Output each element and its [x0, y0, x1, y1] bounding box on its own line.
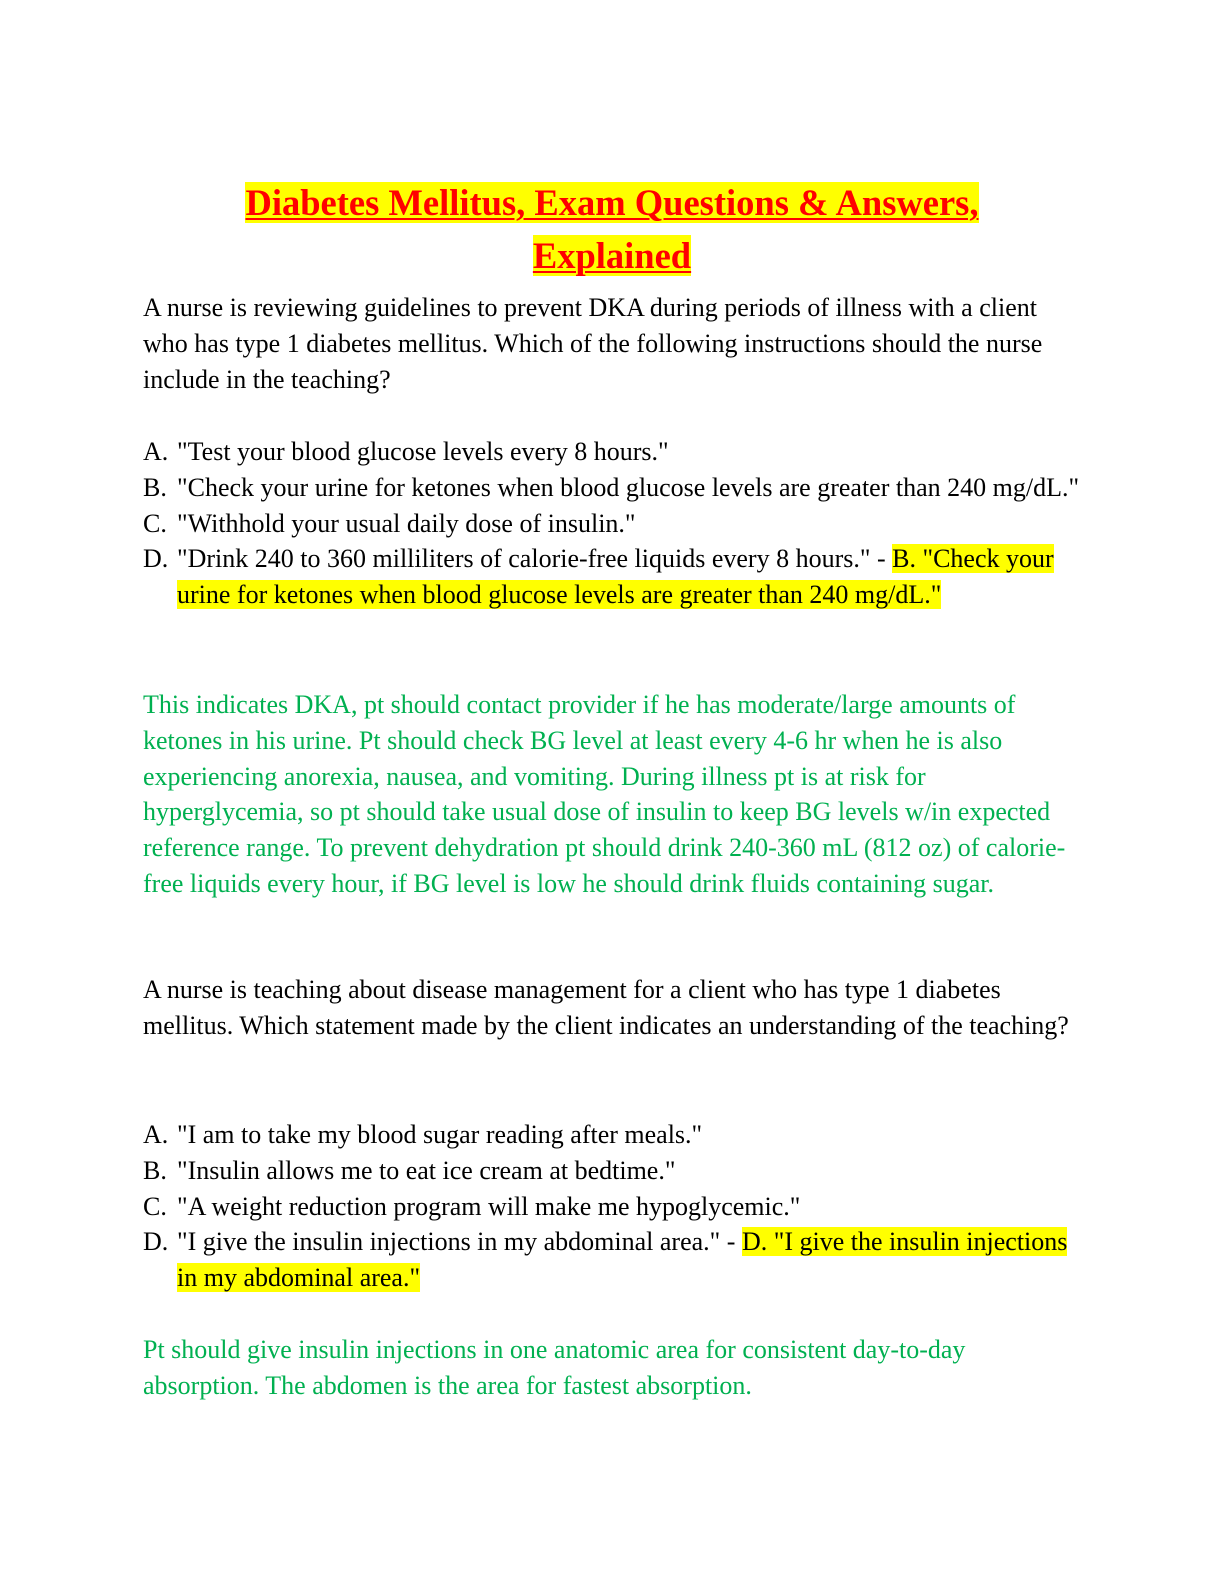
option-text: "Insulin allows me to eat ice cream at bedtime."	[177, 1155, 676, 1185]
q1-answer-highlight: B. "Check your urine for ketones when blood glucose levels are greater than 240 mg/dL."	[177, 544, 1054, 610]
option-letter: D.	[143, 1227, 169, 1257]
q1-option-d	[143, 541, 1083, 613]
question-1-options	[143, 434, 1083, 613]
q2-option-d	[143, 1224, 1083, 1296]
q2-option-b	[143, 1153, 1083, 1189]
document-title	[0, 176, 1224, 282]
option-text: "Test your blood glucose levels every 8 hours."	[177, 437, 669, 466]
option-letter: A.	[143, 1120, 169, 1149]
question-1-text: A nurse is reviewing guidelines to prevent DKA during periods of illness with a client who has type 1 diabetes mellitus. Which of the following instructions should the nurse include in the teaching?	[143, 293, 1043, 394]
option-letter: B.	[143, 1155, 167, 1185]
option-text: "I am to take my blood sugar reading after meals."	[177, 1120, 703, 1149]
option-d-text: "I give the insulin injections in my abdominal area." -	[177, 1227, 742, 1257]
q2-option-a	[143, 1117, 1083, 1153]
question-2-explanation: Pt should give insulin injections in one anatomic area for consistent day-to-day absorption. The abdomen is the area for fastest absorption.	[143, 1335, 966, 1400]
q1-option-a	[143, 434, 1083, 470]
q2-answer-highlight: D. "I give the insulin injections in my abdominal area."	[177, 1227, 1068, 1293]
option-text: "Check your urine for ketones when blood glucose levels are greater than 240 mg/dL."	[177, 472, 1080, 502]
title-line-1: Diabetes Mellitus, Exam Questions & Answers,	[245, 182, 979, 223]
option-text	[177, 1224, 1083, 1296]
option-d-text: "Drink 240 to 360 milliliters of calorie-free liquids every 8 hours." -	[177, 544, 893, 574]
option-letter: C.	[143, 508, 167, 538]
q1-option-c	[143, 506, 1083, 542]
q2-option-c	[143, 1189, 1083, 1225]
option-text: "A weight reduction program will make me hypoglycemic."	[177, 1191, 801, 1221]
title-line-2: Explained	[532, 235, 692, 276]
option-letter: A.	[143, 437, 169, 466]
option-letter: D.	[143, 544, 169, 574]
option-letter: C.	[143, 1191, 167, 1221]
question-2-text: A nurse is teaching about disease management for a client who has type 1 diabetes mellitus. Which statement made by the client indicates an understanding of the teaching?	[143, 975, 1069, 1040]
question-2-options	[143, 1117, 1083, 1296]
option-text	[177, 541, 1083, 613]
question-1-explanation: This indicates DKA, pt should contact provider if he has moderate/large amounts of ketones in his urine. Pt should check BG level at least every 4-6 hr when he is also experiencing anorexia, nausea, and vomiting. During illness pt is at risk for hyperglycemia, so pt should take usual dose of insulin to keep BG levels w/in expected reference range. To prevent dehydration pt should drink 240-360 mL (812 oz) of calorie-free liquids every hour, if BG level is low he should drink fluids containing sugar.	[143, 690, 1066, 898]
option-text: "Withhold your usual daily dose of insulin."	[177, 508, 636, 538]
option-letter: B.	[143, 472, 167, 502]
q1-option-b	[143, 470, 1083, 506]
